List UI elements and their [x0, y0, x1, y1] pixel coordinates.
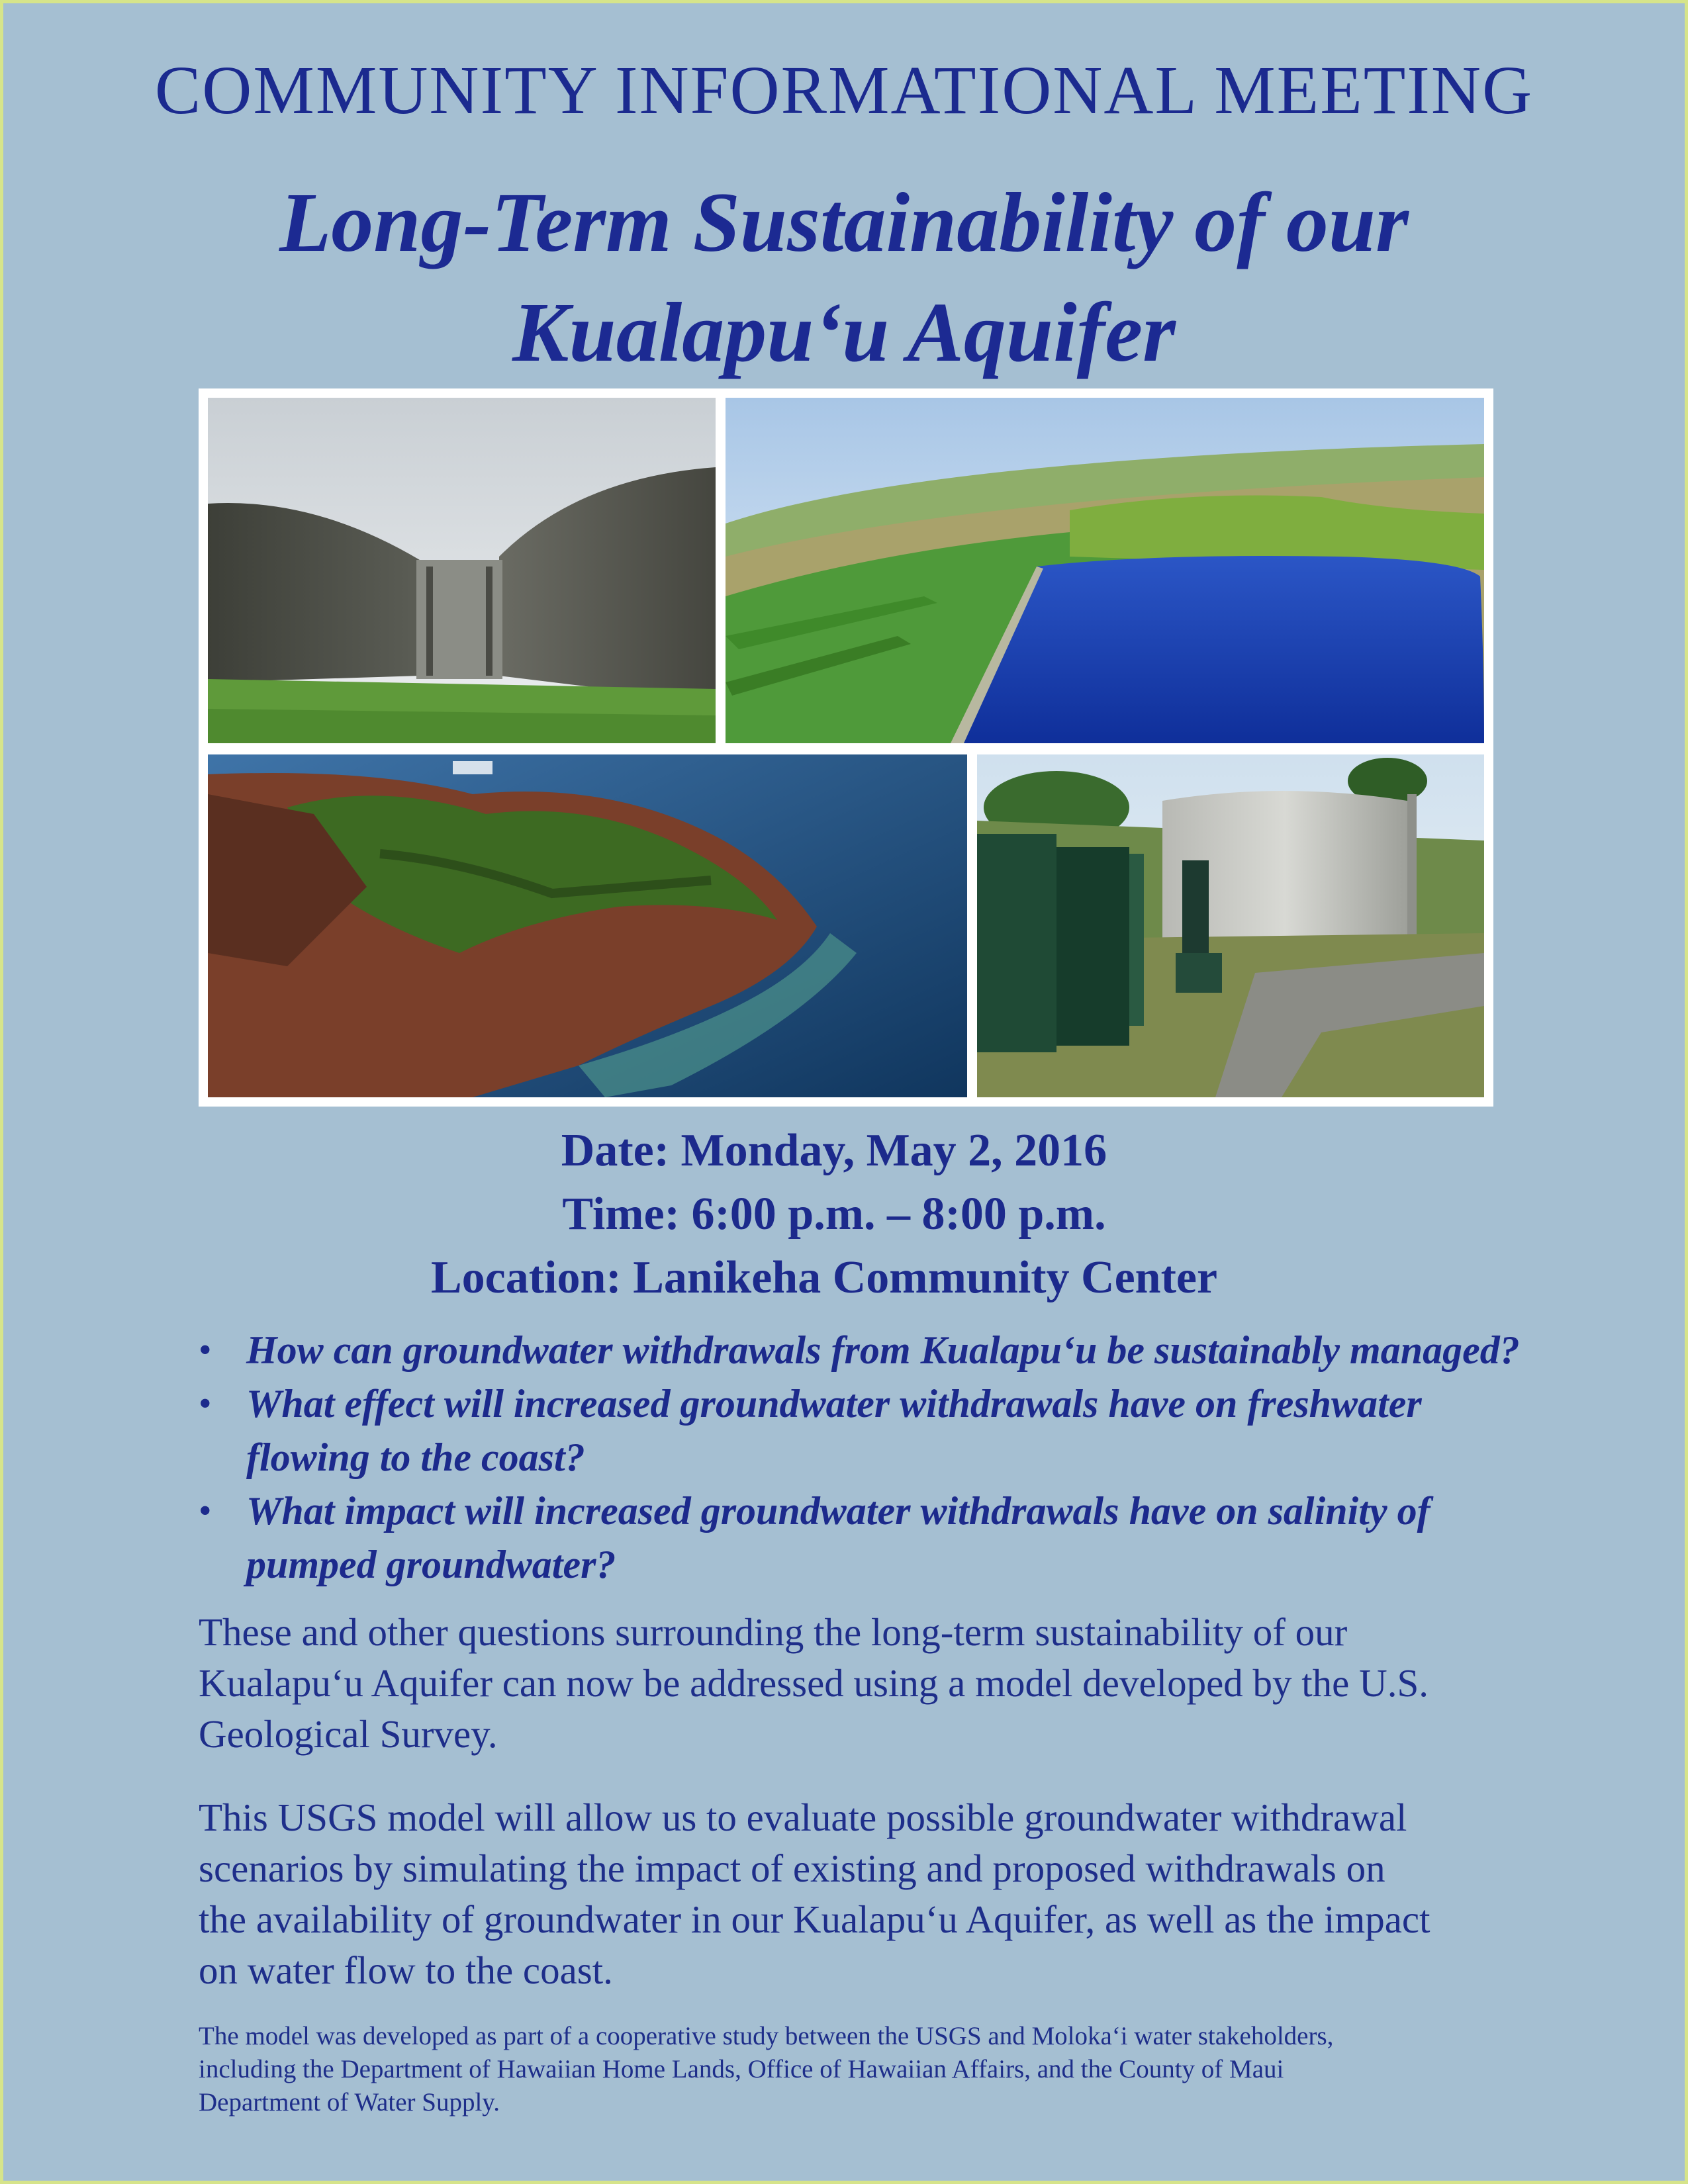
event-date: Date: Monday, May 2, 2016	[561, 1125, 1107, 1176]
paragraph-line: the availability of groundwater in our Kualapu‘u Aquifer, as well as the impact	[199, 1897, 1430, 1941]
paragraph-line: These and other questions surrounding the long-term sustainability of our	[199, 1610, 1348, 1654]
question-text: What impact will increased groundwater withdrawals have on salinity of	[246, 1489, 1430, 1533]
event-location: Location: Lanikeha Community Center	[430, 1252, 1218, 1303]
body-paragraph-2	[199, 1792, 1523, 1996]
footnote-line: The model was developed as part of a cooperative study between the USGS and Moloka‘i water stakeholders,	[199, 2022, 1334, 2050]
question-text: What effect will increased groundwater withdrawals have on freshwater	[246, 1382, 1422, 1426]
paragraph-line: This USGS model will allow us to evaluate possible groundwater withdrawal	[199, 1796, 1407, 1839]
question-list	[199, 1324, 1668, 1592]
list-item	[199, 1484, 1668, 1592]
paragraph-line: Kualapu‘u Aquifer can now be addressed using a model developed by the U.S.	[199, 1661, 1429, 1705]
photo-collage	[199, 388, 1493, 1107]
paragraph-line: Geological Survey.	[199, 1712, 498, 1756]
paragraph-line: on water flow to the coast.	[199, 1948, 613, 1992]
body-paragraph-1	[199, 1607, 1523, 1760]
list-item	[199, 1324, 1668, 1377]
event-time: Time: 6:00 p.m. – 8:00 p.m.	[562, 1189, 1106, 1240]
bullet: •	[199, 1330, 212, 1371]
title-line-1: Long-Term Sustainability of our	[279, 175, 1409, 269]
question-text: How can groundwater withdrawals from Kualapu‘u be sustainably managed?	[246, 1328, 1520, 1372]
paragraph-line: scenarios by simulating the impact of existing and proposed withdrawals on	[199, 1846, 1385, 1890]
footnote-line: Department of Water Supply.	[199, 2088, 500, 2116]
coastline-aerial-photo	[208, 754, 967, 1097]
question-text: pumped groundwater?	[246, 1543, 616, 1586]
bullet: •	[199, 1383, 212, 1424]
bullet: •	[199, 1490, 212, 1531]
question-text: flowing to the coast?	[246, 1435, 585, 1479]
footnote-line: including the Department of Hawaiian Home Lands, Office of Hawaiian Affairs, and the County of Maui	[199, 2055, 1284, 2083]
reservoir-aerial-photo	[726, 398, 1484, 743]
footnote	[199, 2020, 1536, 2119]
title-line-2: Kualapu‘u Aquifer	[512, 285, 1176, 379]
meeting-label: COMMUNITY INFORMATIONAL MEETING	[154, 52, 1534, 128]
concrete-water-tanks-photo	[208, 398, 716, 743]
pump-station-tank-photo	[977, 754, 1484, 1097]
list-item	[199, 1377, 1668, 1484]
